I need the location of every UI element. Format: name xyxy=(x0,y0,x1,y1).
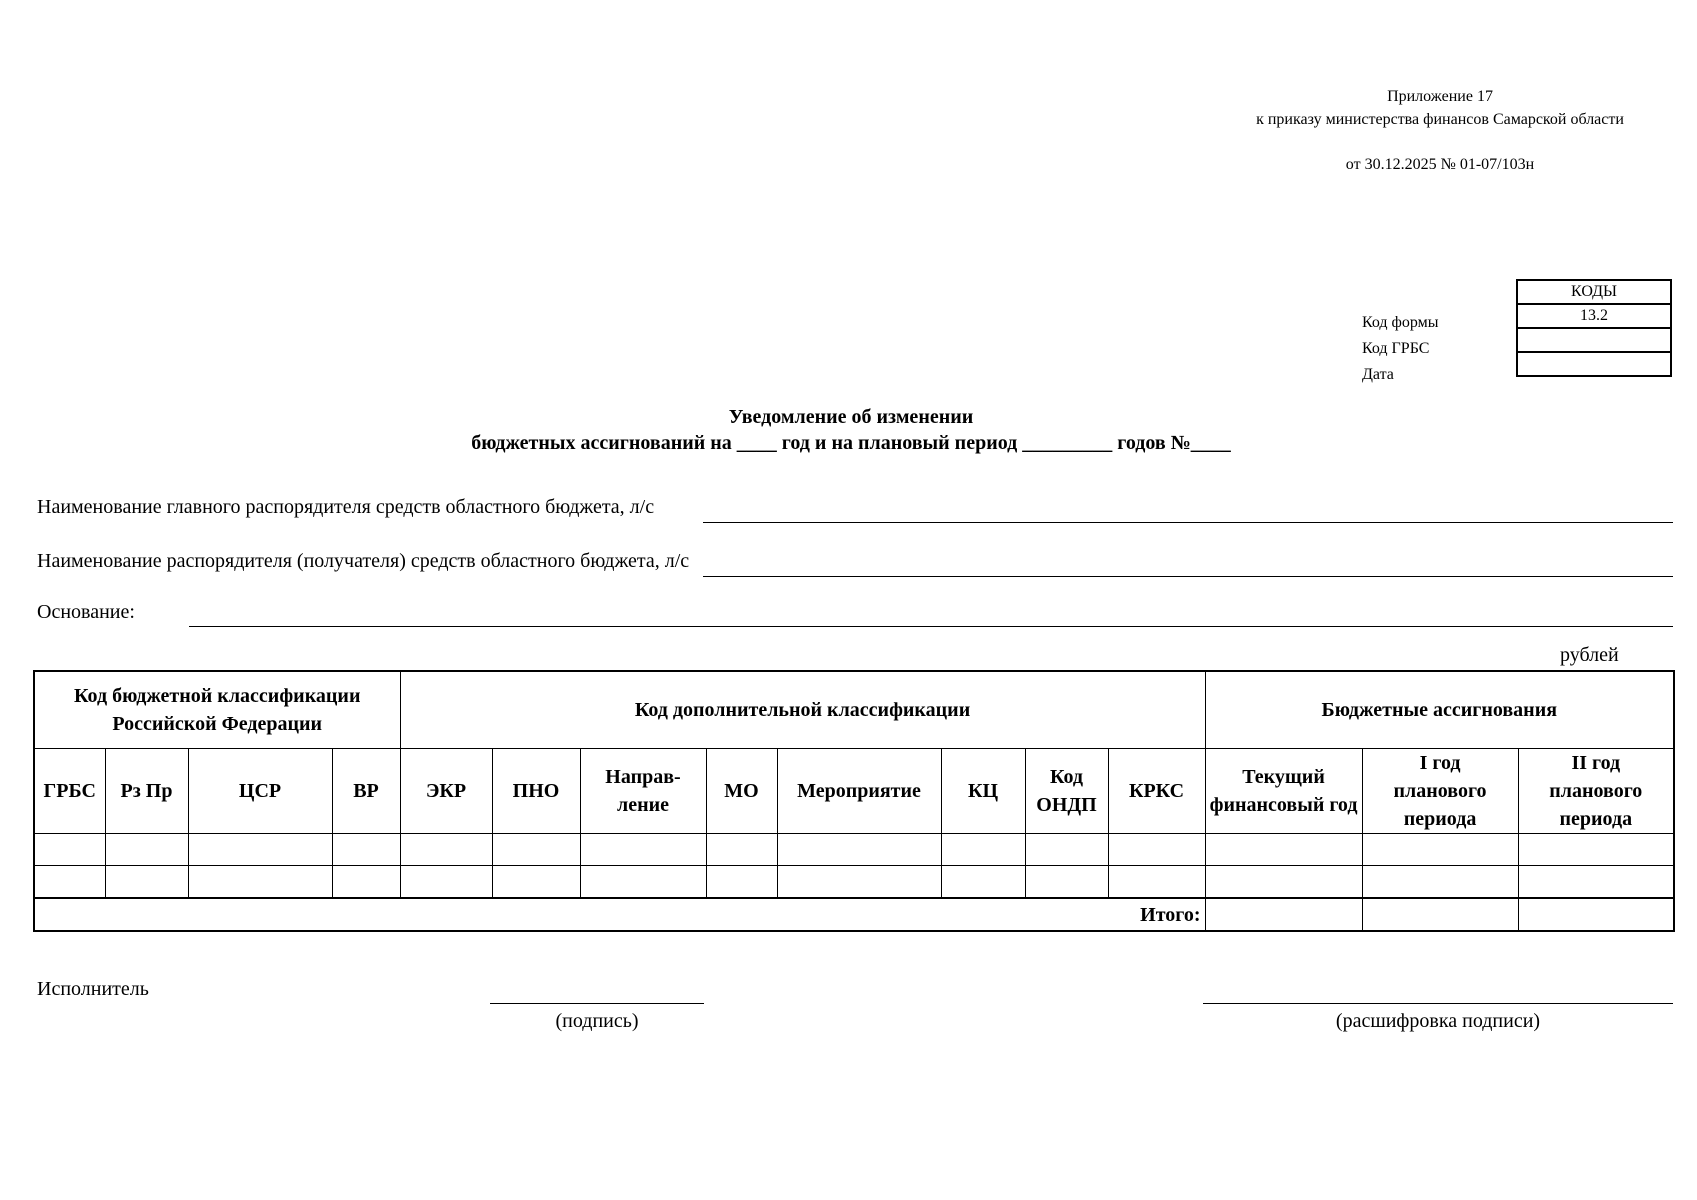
table-cell[interactable] xyxy=(1108,866,1205,899)
table-cell[interactable] xyxy=(332,834,400,866)
table-cell[interactable] xyxy=(706,866,777,899)
col-kc: КЦ xyxy=(941,749,1025,834)
document-subtitle: бюджетных ассигнований на ____ год и на плановый период _________ годов №____ xyxy=(471,432,1231,454)
codes-table xyxy=(1516,279,1672,377)
col-vr: ВР xyxy=(332,749,400,834)
total-plan-year-1[interactable] xyxy=(1362,898,1518,931)
document-title: Уведомление об изменении xyxy=(728,406,974,428)
basis-label: Основание: xyxy=(37,601,135,623)
table-cell[interactable] xyxy=(1362,866,1518,899)
form-code-label: Код формы xyxy=(1362,314,1439,331)
table-cell[interactable] xyxy=(188,866,332,899)
table-cell[interactable] xyxy=(188,834,332,866)
additional-group-header: Код дополнительной классификации xyxy=(400,671,1205,749)
table-cell[interactable] xyxy=(706,834,777,866)
table-cell[interactable] xyxy=(105,834,188,866)
col-event: Мероприятие xyxy=(777,749,941,834)
manager-input[interactable] xyxy=(703,576,1673,577)
col-ekr: ЭКР xyxy=(400,749,492,834)
table-row xyxy=(34,834,1674,866)
table-cell[interactable] xyxy=(1518,834,1674,866)
kbk-group-header: Код бюджетной классификации Российской Федерации xyxy=(34,671,400,749)
table-cell[interactable] xyxy=(400,834,492,866)
table-cell[interactable] xyxy=(941,834,1025,866)
total-plan-year-2[interactable] xyxy=(1518,898,1674,931)
order-reference: к приказу министерства финансов Самарской области xyxy=(1256,111,1624,128)
grbs-code-value[interactable] xyxy=(1517,328,1671,352)
date-value[interactable] xyxy=(1517,352,1671,376)
signature-line[interactable] xyxy=(490,1003,704,1004)
table-cell[interactable] xyxy=(1108,834,1205,866)
table-cell[interactable] xyxy=(332,866,400,899)
table-cell[interactable] xyxy=(34,866,105,899)
currency-unit: рублей xyxy=(1560,644,1619,666)
col-grbs: ГРБС xyxy=(34,749,105,834)
basis-input[interactable] xyxy=(189,626,1673,627)
main-manager-label: Наименование главного распорядителя средств областного бюджета, л/с xyxy=(37,496,655,518)
main-manager-input[interactable] xyxy=(703,522,1673,523)
col-plan-year-2: II год планового периода xyxy=(1518,749,1674,834)
allocations-group-header: Бюджетные ассигнования xyxy=(1205,671,1674,749)
total-current-year[interactable] xyxy=(1205,898,1362,931)
table-cell[interactable] xyxy=(1362,834,1518,866)
appendix-number: Приложение 17 xyxy=(1387,88,1493,105)
col-rzpr: Рз Пр xyxy=(105,749,188,834)
table-cell[interactable] xyxy=(492,866,580,899)
signature-decode-line[interactable] xyxy=(1203,1003,1673,1004)
table-cell[interactable] xyxy=(1518,866,1674,899)
table-cell[interactable] xyxy=(1205,866,1362,899)
table-cell[interactable] xyxy=(580,834,706,866)
col-krks: КРКС xyxy=(1108,749,1205,834)
order-date: от 30.12.2025 № 01-07/103н xyxy=(1345,156,1535,173)
total-row xyxy=(34,898,1674,931)
col-current-year: Текущий финансовый год xyxy=(1205,749,1362,834)
manager-label: Наименование распорядителя (получателя) средств областного бюджета, л/с xyxy=(37,550,690,572)
col-mo: МО xyxy=(706,749,777,834)
table-cell[interactable] xyxy=(580,866,706,899)
table-row xyxy=(34,866,1674,899)
grbs-code-label: Код ГРБС xyxy=(1362,340,1430,357)
col-direction: Направ-ление xyxy=(580,749,706,834)
allocations-table xyxy=(33,670,1675,932)
executor-label: Исполнитель xyxy=(37,978,149,1000)
col-plan-year-1: I год планового периода xyxy=(1362,749,1518,834)
table-cell[interactable] xyxy=(941,866,1025,899)
table-cell[interactable] xyxy=(777,866,941,899)
table-cell[interactable] xyxy=(777,834,941,866)
table-cell[interactable] xyxy=(34,834,105,866)
signature-caption: (подпись) xyxy=(555,1010,639,1032)
table-cell[interactable] xyxy=(492,834,580,866)
date-label: Дата xyxy=(1362,366,1394,383)
table-cell[interactable] xyxy=(1025,834,1108,866)
codes-title: КОДЫ xyxy=(1517,280,1671,304)
total-label: Итого: xyxy=(34,898,1205,931)
table-cell[interactable] xyxy=(105,866,188,899)
col-csr: ЦСР xyxy=(188,749,332,834)
col-ondp: Код ОНДП xyxy=(1025,749,1108,834)
col-pno: ПНО xyxy=(492,749,580,834)
table-cell[interactable] xyxy=(1025,866,1108,899)
form-code-value[interactable]: 13.2 xyxy=(1517,304,1671,328)
table-cell[interactable] xyxy=(400,866,492,899)
table-cell[interactable] xyxy=(1205,834,1362,866)
signature-decode-caption: (расшифровка подписи) xyxy=(1335,1010,1541,1032)
